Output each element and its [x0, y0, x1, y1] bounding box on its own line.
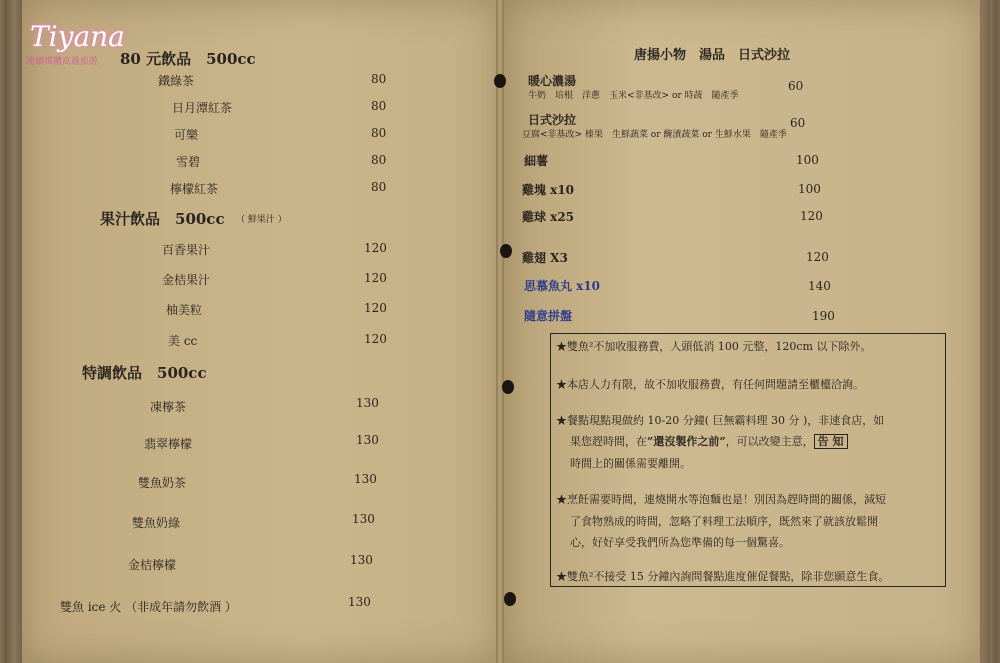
- notice-line: 心，好好享受我們所為您準備的每一個驚喜。: [570, 536, 790, 549]
- notice-line: 了食物熟成的時間，忽略了料理工法順序，既然來了就該放鬆開: [570, 515, 878, 528]
- menu-item-name: 金桔檸檬: [128, 558, 177, 572]
- notice-line: [570, 433, 848, 449]
- menu-item-price: 120: [806, 250, 829, 264]
- menu-item-price: 120: [364, 241, 387, 255]
- notice-text: 果您趕時間，在: [570, 435, 647, 448]
- section-title-special: 特調飲品 500cc: [82, 364, 207, 382]
- menu-item-name: 百香果汁: [162, 243, 211, 257]
- menu-item-name: 可樂: [174, 128, 199, 142]
- menu-item-name: 日月潭紅茶: [172, 101, 233, 115]
- binding-hole: [500, 244, 512, 258]
- menu-item-price: 60: [788, 79, 804, 93]
- menu-item-price: 120: [800, 209, 823, 223]
- notice-emphasis: ”還沒製作之前”: [647, 435, 726, 448]
- menu-item-name: 鐵綠茶: [158, 74, 195, 88]
- menu-item-price: 140: [808, 279, 831, 293]
- menu-item-name: 檸檬紅茶: [170, 182, 219, 196]
- section-title-80-drinks: 80 元飲品 500cc: [120, 50, 256, 68]
- notice-text: ，可以改變主意，: [725, 435, 814, 448]
- notice-line: ★雙魚²不接受 15 分鐘內詢問餐點進度催促餐點，除非您願意生食。: [556, 570, 890, 583]
- notice-line: ★本店人力有限，故不加收服務費，有任何問題請至櫃檯洽詢。: [556, 378, 864, 391]
- notice-line: 時間上的關係需要離開。: [570, 457, 691, 470]
- menu-item-price: 120: [364, 332, 387, 346]
- binding-hole: [504, 592, 516, 606]
- menu-item-name: 美 cc: [168, 334, 198, 348]
- menu-item-name: 細薯: [524, 154, 549, 168]
- menu-left-page: [22, 0, 500, 663]
- menu-item-price: 130: [350, 553, 373, 567]
- binding-hole: [494, 74, 506, 88]
- menu-item-description: 豆腐<非基改> 榛果 生鮮蔬菜 or 醃漬蔬菜 or 生鮮水果 隨產季: [522, 130, 787, 140]
- menu-item-name: 雙魚奶綠: [132, 516, 181, 530]
- menu-item-name: 凍檸茶: [150, 400, 187, 414]
- menu-item-name: 思慕魚丸 x10: [524, 279, 601, 293]
- menu-item-name: 翡翠檸檬: [144, 437, 193, 451]
- menu-item-price: 130: [354, 472, 377, 486]
- menu-item-description: 牛奶 培根 洋蔥 玉米<非基改> or 時蔬 隨產季: [528, 91, 739, 101]
- menu-item-price: 60: [790, 116, 806, 130]
- menu-item-price: 80: [371, 99, 387, 113]
- notice-line: ★雙魚²不加收服務費，人頭低消 100 元整，120cm 以下除外。: [556, 340, 872, 353]
- section-note-juice: （ 鮮果汁 ）: [236, 215, 287, 225]
- menu-item-name: 雙魚 ice 火 （非成年請勿飲酒 ）: [60, 600, 237, 614]
- menu-item-name: 日式沙拉: [528, 113, 577, 127]
- menu-item-name: 暖心濃湯: [528, 74, 577, 88]
- menu-item-price: 120: [364, 301, 387, 315]
- menu-item-price: 130: [356, 396, 379, 410]
- watermark-subtitle: 連續媒體高雄旅遊: [26, 57, 99, 67]
- menu-item-price: 80: [371, 126, 387, 140]
- menu-item-price: 100: [796, 153, 819, 167]
- menu-item-name: 金桔果汁: [162, 273, 211, 287]
- menu-item-name: 雞翅 X3: [522, 251, 568, 265]
- binding-hole: [502, 380, 514, 394]
- page-title-snacks: 唐揚小物 湯品 日式沙拉: [634, 48, 791, 63]
- menu-spine: [496, 0, 504, 663]
- menu-item-price: 80: [371, 153, 387, 167]
- menu-item-price: 130: [356, 433, 379, 447]
- menu-item-price: 120: [364, 271, 387, 285]
- menu-item-name: 雞塊 x10: [522, 183, 575, 197]
- section-title-juice: 果汁飲品 500cc: [100, 210, 225, 228]
- watermark-script: Tiyana: [30, 20, 125, 53]
- menu-item-price: 100: [798, 182, 821, 196]
- menu-item-name: 隨意拼盤: [524, 309, 573, 323]
- menu-item-name: 雞球 x25: [522, 210, 575, 224]
- notice-boxed-word: 告 知: [814, 434, 848, 449]
- menu-item-price: 190: [812, 309, 835, 323]
- notice-line: ★餐點現點現做約 10-20 分鐘( 巨無霸料理 30 分 )，非速食店，如: [556, 414, 885, 427]
- menu-item-price: 80: [371, 72, 387, 86]
- menu-item-name: 雙魚奶茶: [138, 476, 187, 490]
- menu-item-price: 130: [352, 512, 375, 526]
- menu-item-price: 130: [348, 595, 371, 609]
- menu-item-name: 柚美粒: [166, 303, 203, 317]
- notice-line: ★烹飪需要時間，連燒開水等泡麵也是！別因為趕時間的關係，減短: [556, 493, 886, 506]
- menu-item-price: 80: [371, 180, 387, 194]
- menu-item-name: 雪碧: [176, 155, 201, 169]
